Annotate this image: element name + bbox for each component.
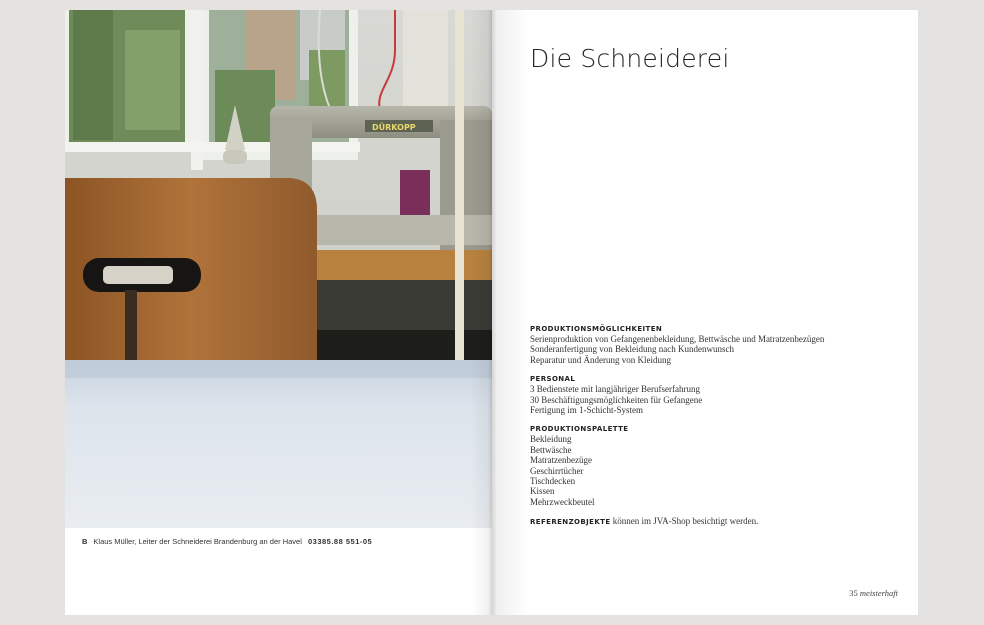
reference-text: können im JVA-Shop besichtigt werden.	[612, 516, 759, 527]
section-heading: PRODUKTIONSPALETTE	[530, 425, 629, 434]
list-item: Tischdecken	[530, 476, 576, 487]
list-item: Sonderanfertigung von Bekleidung nach Kundenwunsch	[530, 344, 734, 355]
magazine-name: meisterhaft	[859, 588, 898, 598]
list-item: Reparatur und Änderung von Kleidung	[530, 354, 671, 365]
page-folio	[849, 588, 898, 598]
list-item: Mehrzweckbeutel	[530, 496, 595, 507]
list-item: Serienproduktion von Gefangenenbekleidung, Bettwäsche und Matratzenbezügen	[530, 334, 825, 344]
list-item: Geschirrtücher	[530, 465, 584, 476]
reference-heading: REFERENZOBJEKTE	[530, 518, 611, 527]
caption-phone: 03385.88 551-05	[307, 537, 373, 546]
list-item: 3 Bedienstete mit langjähriger Berufserfahrung	[530, 384, 700, 395]
list-item: Bettwäsche	[530, 444, 572, 455]
reference-note	[530, 516, 890, 527]
section-heading: PERSONAL	[530, 375, 576, 384]
photo-illustration	[65, 10, 492, 528]
content-block	[530, 324, 890, 527]
section-heading: PRODUKTIONSMÖGLICHKEITEN	[530, 325, 663, 333]
right-page	[492, 10, 918, 615]
list-item: Fertigung im 1-Schicht-System	[530, 405, 643, 416]
caption-letter: B	[82, 537, 88, 546]
page-number: 35	[849, 588, 858, 598]
list-item: Kissen	[530, 486, 555, 497]
list-item: Bekleidung	[530, 434, 572, 445]
sewing-machine-photo	[65, 10, 492, 528]
list-item: Matratzenbezüge	[530, 455, 592, 466]
magazine-spread	[65, 10, 918, 615]
section-produktionspalette	[530, 424, 890, 507]
section-personal	[530, 374, 890, 415]
page-title: Die Schneiderei	[530, 44, 730, 73]
svg-text:DÜRKOPP: DÜRKOPP	[372, 123, 416, 132]
caption-text: Klaus Müller, Leiter der Schneiderei Brandenburg an der Havel	[93, 537, 302, 546]
section-produktionsmoeglichkeiten	[530, 324, 890, 365]
list-item: 30 Beschäftigungsmöglichkeiten für Gefangene	[530, 394, 703, 405]
photo-caption	[82, 537, 372, 546]
left-page	[65, 10, 492, 615]
